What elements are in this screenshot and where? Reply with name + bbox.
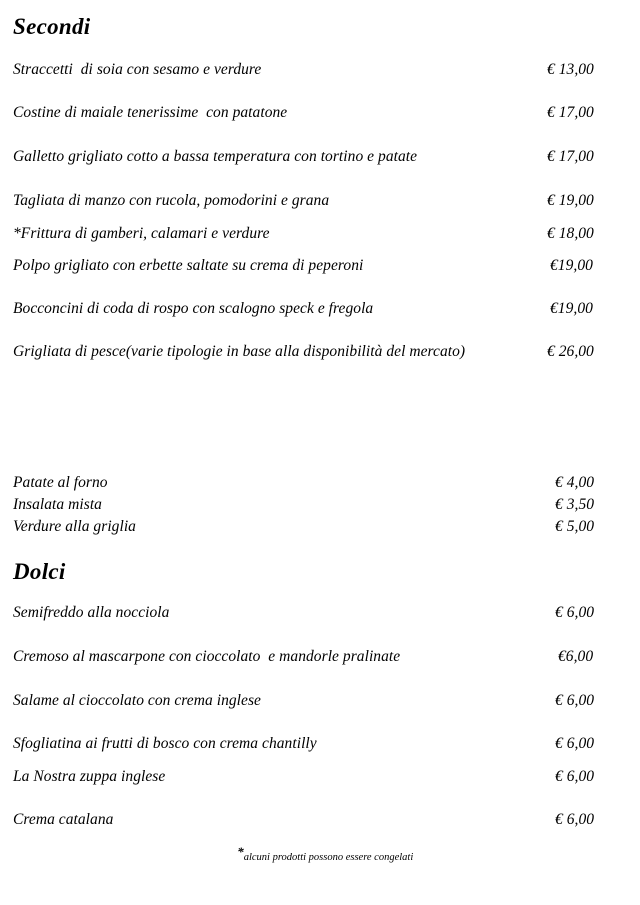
menu-item-price: € 6,00 [555, 735, 595, 752]
menu-item-price: €19,00 [550, 257, 593, 274]
menu-item-row [0, 648, 640, 670]
menu-item-name: Tagliata di manzo con rucola, pomodorini e grana [13, 192, 330, 209]
menu-item-price: € 6,00 [555, 692, 595, 709]
menu-item-name: Costine di maiale tenerissime con patatone [13, 104, 288, 121]
menu-item-row [0, 768, 640, 790]
menu-item-row [0, 192, 640, 214]
menu-item-name: Galletto grigliato cotto a bassa temperatura con tortino e patate [13, 148, 418, 165]
menu-item-name: La Nostra zuppa inglese [13, 768, 166, 785]
menu-item-price: € 13,00 [547, 61, 594, 78]
menu-item-price: €19,00 [550, 300, 593, 317]
menu-item-row [0, 474, 640, 496]
menu-item-price: € 6,00 [555, 604, 595, 621]
menu-item-name: Semifreddo alla nocciola [13, 604, 170, 621]
menu-item-price: € 6,00 [555, 768, 595, 785]
menu-item-row [0, 104, 640, 126]
section-heading-secondi: Secondi [13, 14, 91, 39]
section-heading-dolci: Dolci [13, 559, 66, 584]
menu-item-price: € 19,00 [547, 192, 594, 209]
menu-item-row [0, 343, 640, 365]
menu-item-price: € 6,00 [555, 811, 595, 828]
menu-item-name: Bocconcini di coda di rospo con scalogno speck e fregola [13, 300, 374, 317]
menu-item-row [0, 604, 640, 626]
menu-item-price: € 17,00 [547, 148, 594, 165]
menu-item-name: Salame al cioccolato con crema inglese [13, 692, 261, 709]
menu-item-name: Cremoso al mascarpone con cioccolato e mandorle pralinate [13, 648, 401, 665]
footnote-text: alcuni prodotti possono essere congelati [243, 852, 414, 863]
menu-item-row [0, 225, 640, 247]
menu-item-price: € 17,00 [547, 104, 594, 121]
menu-item-row [0, 257, 640, 279]
menu-item-row [0, 518, 640, 540]
menu-item-row [0, 735, 640, 757]
menu-item-price: € 18,00 [547, 225, 594, 242]
menu-item-row [0, 692, 640, 714]
menu-item-price: € 3,50 [555, 496, 595, 513]
menu-item-name: Insalata mista [13, 496, 102, 513]
menu-item-price: € 4,00 [555, 474, 595, 491]
menu-item-name: Crema catalana [13, 811, 114, 828]
menu-item-price: € 26,00 [547, 343, 594, 360]
menu-item-price: € 5,00 [555, 518, 595, 535]
menu-item-name: Sfogliatina ai frutti di bosco con crema chantilly [13, 735, 317, 752]
menu-item-name: Straccetti di soia con sesamo e verdure [13, 61, 262, 78]
menu-item-name: Patate al forno [13, 474, 108, 491]
menu-item-name: *Frittura di gamberi, calamari e verdure [13, 225, 270, 242]
menu-item-name: Grigliata di pesce(varie tipologie in base alla disponibilità del mercato) [13, 343, 466, 360]
footnote-asterisk: * [237, 844, 244, 859]
footnote [0, 833, 640, 874]
menu-item-name: Verdure alla griglia [13, 518, 136, 535]
menu-item-row [0, 61, 640, 83]
menu-item-price: €6,00 [558, 648, 594, 665]
menu-item-name: Polpo grigliato con erbette saltate su crema di peperoni [13, 257, 364, 274]
menu-item-row [0, 811, 640, 833]
menu-item-row [0, 496, 640, 518]
menu-item-row [0, 148, 640, 170]
menu-item-row [0, 300, 640, 322]
